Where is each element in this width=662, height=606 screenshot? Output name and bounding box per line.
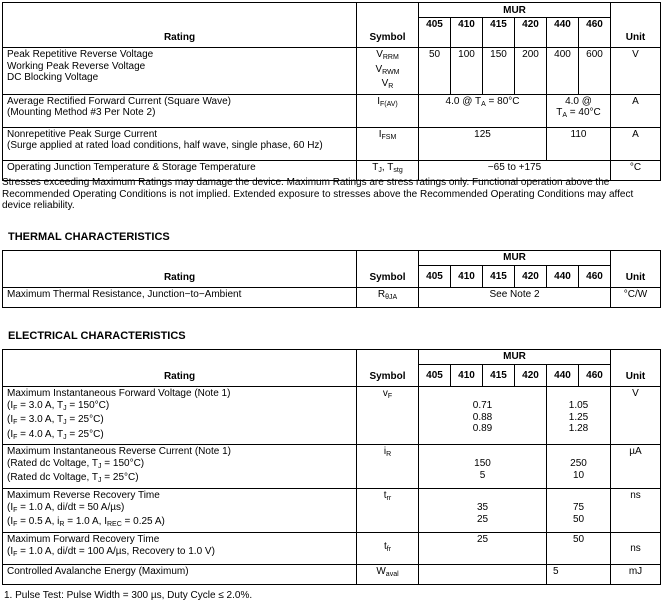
- forward-recovery-value-a: 25: [419, 533, 547, 565]
- reverse-recovery-row: [3, 489, 661, 533]
- thermal-resistance-row: [3, 288, 661, 308]
- mur-header: MUR: [419, 350, 611, 365]
- part-410: 410: [451, 266, 483, 288]
- part-405: 405: [419, 18, 451, 48]
- surge-current-value-a: 125: [419, 127, 547, 160]
- surge-current-rating: Nonrepetitive Peak Surge Current (Surge applied at rated load conditions, half wave, single phase, 60 Hz): [3, 127, 357, 160]
- temperature-value: −65 to +175: [419, 160, 611, 180]
- thermal-resistance-value: See Note 2: [419, 288, 611, 308]
- reverse-recovery-rating: Maximum Reverse Recovery Time ($I_F = 1.0$ A, di/dt = 50 A/µs) ($I_F = 0.5$ A, $i_R = 1.0$ A, $I_{REC} = 0.25$ A): [3, 489, 357, 533]
- electrical-header-top: [3, 350, 661, 365]
- rating-header: Rating: [3, 3, 357, 48]
- reverse-recovery-values-b: 75 50: [547, 489, 611, 533]
- temperature-rating: Operating Junction Temperature & Storage Temperature: [3, 160, 357, 180]
- part-460: 460: [579, 18, 611, 48]
- max-ratings-table: [2, 2, 661, 181]
- forward-current-row: [3, 94, 661, 127]
- value-cell: 50: [419, 48, 451, 95]
- forward-current-value-a: 4.0 @ $T_A = 80^\circ C$: [419, 94, 547, 127]
- rating-line: Working Peak Reverse Voltage: [7, 60, 146, 72]
- rating-line: Peak Repetitive Reverse Voltage: [7, 49, 154, 60]
- forward-voltage-symbol: $v_F$: [357, 387, 419, 445]
- part-415: 415: [483, 266, 515, 288]
- forward-voltage-values-a: 0.71 0.88 0.89: [419, 387, 547, 445]
- max-ratings-header-top: [3, 3, 661, 18]
- value-cell: 200: [515, 48, 547, 95]
- symbol-header: Symbol: [357, 3, 419, 48]
- avalanche-energy-symbol: $W_{aval}$: [357, 565, 419, 585]
- rating-line: DC Blocking Voltage: [7, 72, 99, 83]
- thermal-title: THERMAL CHARACTERISTICS: [8, 231, 170, 243]
- forward-recovery-value-b: 50: [547, 533, 611, 565]
- forward-voltage-row: [3, 387, 661, 445]
- unit-cell: °C: [611, 160, 661, 180]
- forward-recovery-row: [3, 533, 661, 565]
- forward-recovery-symbol: $t_{fr}$: [357, 533, 419, 565]
- forward-current-rating: Average Rectified Forward Current (Square Wave) (Mounting Method #3 Per Note 2): [3, 94, 357, 127]
- part-420: 420: [515, 266, 547, 288]
- thermal-resistance-symbol: $R_{\theta JA}$: [357, 288, 419, 308]
- reverse-recovery-symbol: $t_{rr}$: [357, 489, 419, 533]
- value-cell: 400: [547, 48, 579, 95]
- part-410: 410: [451, 18, 483, 48]
- part-415: 415: [483, 365, 515, 387]
- thermal-table: [2, 250, 661, 308]
- reverse-voltage-symbol: $V_{RRM}$ $V_{RWM}$ $V_R$: [357, 48, 419, 95]
- thermal-resistance-rating: Maximum Thermal Resistance, Junction−to−Ambient: [3, 288, 357, 308]
- unit-cell: µA: [611, 445, 661, 489]
- unit-cell: V: [611, 48, 661, 95]
- part-420: 420: [515, 365, 547, 387]
- reverse-current-values-b: 250 10: [547, 445, 611, 489]
- unit-cell: A: [611, 94, 661, 127]
- reverse-current-symbol: $i_R$: [357, 445, 419, 489]
- avalanche-energy-rating: Controlled Avalanche Energy (Maximum): [3, 565, 357, 585]
- surge-current-row: [3, 127, 661, 160]
- avalanche-energy-value: 5: [547, 565, 611, 585]
- reverse-current-row: [3, 445, 661, 489]
- part-440: 440: [547, 365, 579, 387]
- unit-header: Unit: [611, 350, 661, 387]
- symbol-header: Symbol: [357, 251, 419, 288]
- part-440: 440: [547, 266, 579, 288]
- unit-cell: °C/W: [611, 288, 661, 308]
- part-420: 420: [515, 18, 547, 48]
- part-410: 410: [451, 365, 483, 387]
- unit-cell: mJ: [611, 565, 661, 585]
- part-440: 440: [547, 18, 579, 48]
- temperature-symbol: $T_J$, $T_{stg}$: [357, 160, 419, 180]
- unit-cell: V: [611, 387, 661, 445]
- reverse-voltage-row: [3, 48, 661, 95]
- value-cell: 100: [451, 48, 483, 95]
- forward-voltage-rating: Maximum Instantaneous Forward Voltage (Note 1) ($I_F = 3.0$ A, $T_J = 150^\circ C$) ($I_F = 3.0$ A, $T_J = 25^\circ C$) ($I_F = 4.0$ A, $T_J = 25^\circ C$): [3, 387, 357, 445]
- reverse-current-values-a: 150 5: [419, 445, 547, 489]
- reverse-recovery-values-a: 35 25: [419, 489, 547, 533]
- stress-note: Stresses exceeding Maximum Ratings may damage the device. Maximum Ratings are stress ratings only. Functional operation above the Recommended Operating Conditions is not implied. Extended exposure to stresses above the Recommended Operating Conditions may affect device reliability.: [2, 177, 634, 211]
- unit-header: Unit: [611, 3, 661, 48]
- part-405: 405: [419, 365, 451, 387]
- unit-header: Unit: [611, 251, 661, 288]
- rating-header: Rating: [3, 350, 357, 387]
- value-cell: 600: [579, 48, 611, 95]
- part-405: 405: [419, 266, 451, 288]
- electrical-table: [2, 349, 661, 585]
- unit-cell: ns: [611, 489, 661, 533]
- forward-current-value-b: 4.0 @ $T_A = 40^\circ C$: [547, 94, 611, 127]
- electrical-title: ELECTRICAL CHARACTERISTICS: [8, 330, 186, 342]
- part-415: 415: [483, 18, 515, 48]
- reverse-current-rating: Maximum Instantaneous Reverse Current (Note 1) (Rated dc Voltage, $T_J = 150^\circ C$) (Rated dc Voltage, $T_J = 25^\circ C$): [3, 445, 357, 489]
- forward-voltage-values-b: 1.05 1.25 1.28: [547, 387, 611, 445]
- part-460: 460: [579, 365, 611, 387]
- rating-header: Rating: [3, 251, 357, 288]
- mur-header: MUR: [419, 3, 611, 18]
- forward-recovery-rating: Maximum Forward Recovery Time ($I_F = 1.0$ A, di/dt = 100 A/µs, Recovery to 1.0 V): [3, 533, 357, 565]
- unit-cell: A: [611, 127, 661, 160]
- surge-current-symbol: $I_{FSM}$: [357, 127, 419, 160]
- unit-cell: ns: [611, 533, 661, 565]
- forward-current-symbol: $I_{F(AV)}$: [357, 94, 419, 127]
- value-cell: 150: [483, 48, 515, 95]
- surge-current-value-b: 110: [547, 127, 611, 160]
- symbol-header: Symbol: [357, 350, 419, 387]
- mur-header: MUR: [419, 251, 611, 266]
- footnote: 1. Pulse Test: Pulse Width = 300 µs, Duty Cycle ≤ 2.0%.: [4, 590, 253, 601]
- reverse-voltage-rating: [3, 48, 357, 95]
- part-460: 460: [579, 266, 611, 288]
- avalanche-energy-row: [3, 565, 661, 585]
- thermal-header-top: [3, 251, 661, 266]
- avalanche-energy-empty: [419, 565, 547, 585]
